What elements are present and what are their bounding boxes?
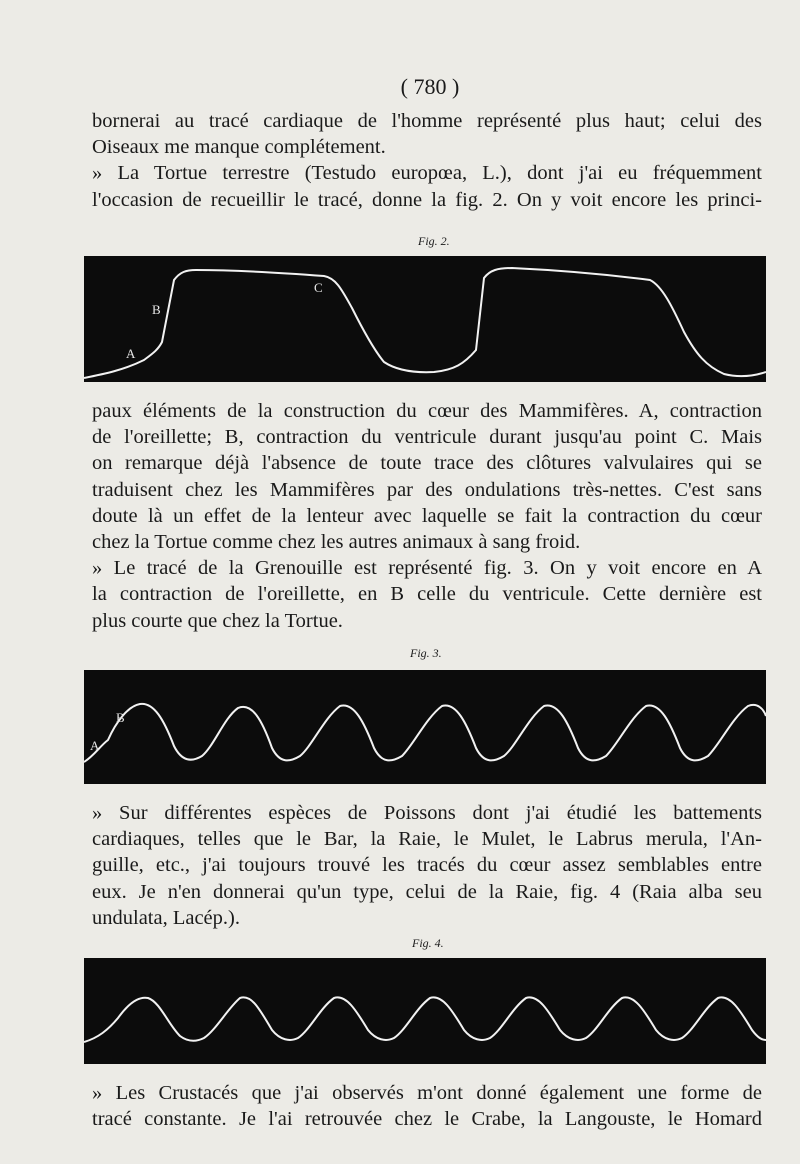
figure-3-trace [84, 670, 766, 784]
page-number: ( 780 ) [400, 74, 460, 99]
figure-4-trace [84, 958, 766, 1064]
text-line: l'occasion de recueillir le tracé, donne la fig. 2. On y voit encore les princi- [92, 188, 762, 211]
paragraph-tortue-frog [92, 398, 762, 634]
figure-2-trace [84, 256, 766, 382]
marker-b: B [152, 302, 161, 317]
text-line: on remarque déjà l'absence de toute trace des clôtures valvulaires qui se [92, 452, 762, 475]
paragraph-poissons [92, 800, 762, 931]
text-line: » La Tortue terrestre (Testudo europœa, L.), dont j'ai eu fréquemment [92, 162, 762, 185]
figure-2-plate [84, 256, 766, 382]
text-line: Oiseaux me manque complétement. [92, 136, 386, 159]
text-line: chez la Tortue comme chez les autres animaux à sang froid. [92, 531, 581, 554]
marker-c: C [314, 280, 323, 295]
text-line: tracé constante. Je l'ai retrouvée chez le Crabe, la Langouste, le Homard [92, 1108, 762, 1131]
marker-a: A [126, 346, 136, 361]
paragraph-intro [92, 108, 762, 213]
text-line: la contraction de l'oreillette, en B celle du ventricule. Cette dernière est [92, 583, 762, 606]
text-line: guille, etc., j'ai toujours trouvé les tracés du cœur assez semblables entre [92, 854, 762, 877]
figure-3-caption: Fig. 3. [410, 646, 442, 660]
marker-b: B [116, 710, 125, 725]
text-line: plus courte que chez la Tortue. [92, 609, 343, 632]
text-line: paux éléments de la construction du cœur des Mammifères. A, contraction [92, 400, 762, 422]
marker-a: A [90, 738, 100, 753]
text-line: doute là un effet de la lenteur avec laquelle se fait la contraction du cœur [92, 504, 762, 527]
paragraph-crustaces [92, 1080, 762, 1132]
text-line: » Sur différentes espèces de Poissons dont j'ai étudié les battements [92, 802, 762, 824]
text-line: bornerai au tracé cardiaque de l'homme représenté plus haut; celui des [92, 110, 762, 132]
figure-4-caption: Fig. 4. [412, 936, 444, 950]
text-line: traduisent chez les Mammifères par des ondulations très-nettes. C'est sans [92, 478, 762, 501]
text-line: de l'oreillette; B, contraction du ventricule durant jusqu'au point C. Mais [92, 426, 762, 449]
text-line: undulata, Lacép.). [92, 906, 240, 929]
figure-2-caption: Fig. 2. [418, 234, 450, 248]
figure-4-plate [84, 958, 766, 1064]
text-line: » Les Crustacés que j'ai observés m'ont donné également une forme de [92, 1082, 762, 1104]
text-line: cardiaques, telles que le Bar, la Raie, le Mulet, le Labrus merula, l'An- [92, 828, 762, 851]
text-line: » Le tracé de la Grenouille est représenté fig. 3. On y voit encore en A [92, 557, 762, 580]
figure-3-plate [84, 670, 766, 784]
text-line: eux. Je n'en donnerai qu'un type, celui de la Raie, fig. 4 (Raia alba seu [92, 880, 762, 903]
